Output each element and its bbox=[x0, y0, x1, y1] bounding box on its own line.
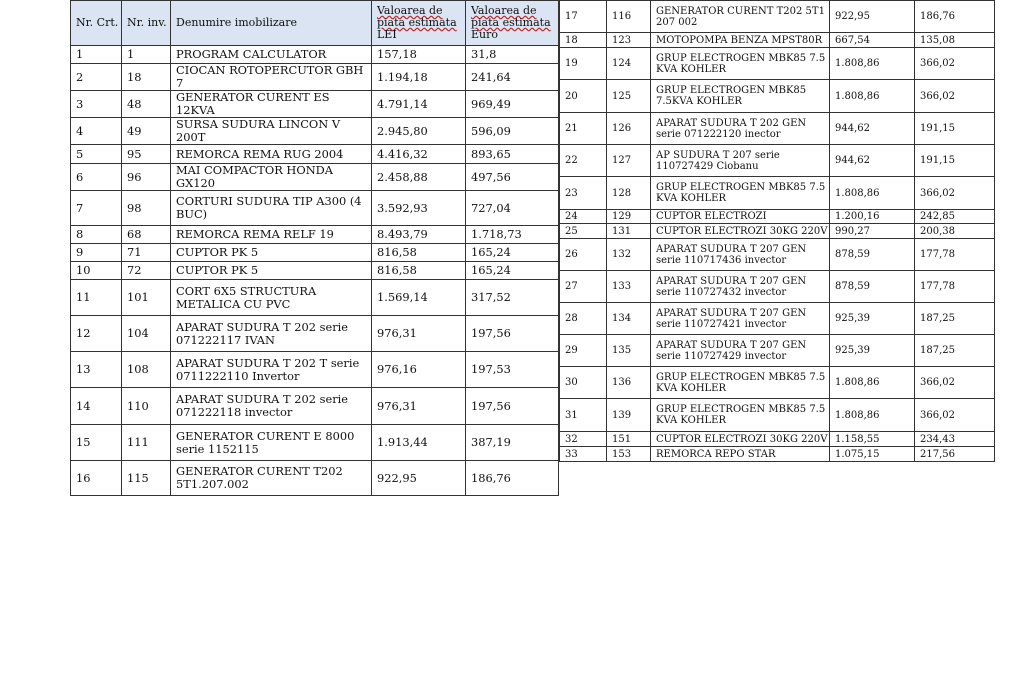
cell-valoare-lei: 878,59 bbox=[830, 271, 915, 303]
cell-nr-inv: 128 bbox=[607, 177, 651, 210]
cell-denumire: CUPTOR ELECTROZI 30KG 220V bbox=[651, 432, 830, 447]
cell-nr-crt: 25 bbox=[560, 224, 607, 239]
cell-valoare-euro: 177,78 bbox=[915, 239, 995, 271]
table-row bbox=[560, 224, 995, 239]
cell-valoare-lei: 2.945,80 bbox=[372, 118, 466, 145]
cell-valoare-lei: 878,59 bbox=[830, 239, 915, 271]
cell-nr-inv: 1 bbox=[122, 46, 171, 64]
cell-denumire: APARAT SUDURA T 207 GEN serie 110717436 invector bbox=[651, 239, 830, 271]
cell-valoare-lei: 990,27 bbox=[830, 224, 915, 239]
cell-nr-inv: 95 bbox=[122, 145, 171, 164]
cell-nr-inv: 49 bbox=[122, 118, 171, 145]
cell-valoare-lei: 944,62 bbox=[830, 145, 915, 177]
cell-denumire: GENERATOR CURENT ES 12KVA bbox=[171, 91, 372, 118]
cell-valoare-lei: 1.808,86 bbox=[830, 399, 915, 432]
cell-denumire: APARAT SUDURA T 207 GEN serie 110727432 invector bbox=[651, 271, 830, 303]
cell-valoare-lei: 4.416,32 bbox=[372, 145, 466, 164]
header-valoare-lei-unit: LEI bbox=[377, 28, 397, 41]
cell-nr-inv: 126 bbox=[607, 113, 651, 145]
table-row bbox=[560, 432, 995, 447]
cell-nr-inv: 134 bbox=[607, 303, 651, 335]
cell-denumire: APARAT SUDURA T 207 GEN serie 110727429 invector bbox=[651, 335, 830, 367]
cell-nr-inv: 101 bbox=[122, 280, 171, 316]
table-row bbox=[71, 64, 559, 91]
cell-nr-crt: 14 bbox=[71, 388, 122, 425]
table-row bbox=[71, 46, 559, 64]
table-row bbox=[71, 244, 559, 262]
header-valoare-lei-main: Valoarea de piata estimata bbox=[377, 4, 457, 29]
cell-nr-crt: 19 bbox=[560, 48, 607, 80]
cell-nr-inv: 48 bbox=[122, 91, 171, 118]
table-row bbox=[560, 48, 995, 80]
table-row bbox=[71, 262, 559, 280]
cell-nr-crt: 1 bbox=[71, 46, 122, 64]
cell-valoare-euro: 165,24 bbox=[466, 262, 559, 280]
table-row bbox=[71, 388, 559, 425]
table-row bbox=[71, 91, 559, 118]
cell-valoare-lei: 922,95 bbox=[372, 461, 466, 496]
cell-denumire: GRUP ELECTROGEN MBK85 7.5 KVA KOHLER bbox=[651, 399, 830, 432]
cell-valoare-euro: 366,02 bbox=[915, 80, 995, 113]
cell-nr-crt: 7 bbox=[71, 191, 122, 226]
cell-valoare-lei: 1.808,86 bbox=[830, 80, 915, 113]
table-row bbox=[560, 335, 995, 367]
cell-valoare-euro: 1.718,73 bbox=[466, 226, 559, 244]
cell-valoare-lei: 1.200,16 bbox=[830, 210, 915, 224]
cell-valoare-lei: 816,58 bbox=[372, 262, 466, 280]
cell-valoare-lei: 1.569,14 bbox=[372, 280, 466, 316]
cell-nr-crt: 15 bbox=[71, 425, 122, 461]
header-valoare-euro-main: Valoarea de piata estimata bbox=[471, 4, 551, 29]
cell-valoare-euro: 197,56 bbox=[466, 316, 559, 352]
cell-nr-crt: 20 bbox=[560, 80, 607, 113]
cell-nr-crt: 10 bbox=[71, 262, 122, 280]
header-denumire: Denumire imobilizare bbox=[171, 1, 372, 46]
table-row bbox=[71, 425, 559, 461]
cell-nr-crt: 30 bbox=[560, 367, 607, 399]
table-row bbox=[71, 280, 559, 316]
table-row bbox=[71, 145, 559, 164]
cell-nr-crt: 16 bbox=[71, 461, 122, 496]
cell-nr-inv: 132 bbox=[607, 239, 651, 271]
cell-valoare-euro: 177,78 bbox=[915, 271, 995, 303]
cell-valoare-euro: 893,65 bbox=[466, 145, 559, 164]
cell-denumire: REMORCA REPO STAR bbox=[651, 447, 830, 462]
header-nr-inv: Nr. inv. bbox=[122, 1, 171, 46]
cell-valoare-euro: 187,25 bbox=[915, 335, 995, 367]
cell-valoare-euro: 497,56 bbox=[466, 164, 559, 191]
cell-nr-crt: 12 bbox=[71, 316, 122, 352]
table-row bbox=[560, 399, 995, 432]
table-row bbox=[560, 33, 995, 48]
cell-valoare-euro: 366,02 bbox=[915, 399, 995, 432]
cell-nr-inv: 116 bbox=[607, 1, 651, 33]
cell-nr-inv: 98 bbox=[122, 191, 171, 226]
header-nr-crt: Nr. Crt. bbox=[71, 1, 122, 46]
table-row bbox=[560, 447, 995, 462]
cell-nr-crt: 23 bbox=[560, 177, 607, 210]
cell-valoare-euro: 191,15 bbox=[915, 145, 995, 177]
cell-denumire: CUPTOR PK 5 bbox=[171, 244, 372, 262]
cell-valoare-euro: 727,04 bbox=[466, 191, 559, 226]
cell-valoare-euro: 969,49 bbox=[466, 91, 559, 118]
cell-nr-inv: 139 bbox=[607, 399, 651, 432]
cell-denumire: CUPTOR ELECTROZI bbox=[651, 210, 830, 224]
table-row bbox=[560, 1, 995, 33]
table-row bbox=[71, 461, 559, 496]
table-header-row bbox=[71, 1, 559, 46]
cell-nr-crt: 11 bbox=[71, 280, 122, 316]
cell-denumire: GENERATOR CURENT T202 5T1 207 002 bbox=[651, 1, 830, 33]
cell-valoare-euro: 197,53 bbox=[466, 352, 559, 388]
cell-denumire: APARAT SUDURA T 202 serie 071222118 invector bbox=[171, 388, 372, 425]
cell-denumire: REMORCA REMA RUG 2004 bbox=[171, 145, 372, 164]
cell-nr-inv: 108 bbox=[122, 352, 171, 388]
cell-denumire: CUPTOR ELECTROZI 30KG 220V bbox=[651, 224, 830, 239]
cell-valoare-lei: 1.913,44 bbox=[372, 425, 466, 461]
table-row bbox=[71, 352, 559, 388]
cell-nr-inv: 124 bbox=[607, 48, 651, 80]
cell-nr-inv: 110 bbox=[122, 388, 171, 425]
table-row bbox=[71, 118, 559, 145]
cell-denumire: GRUP ELECTROGEN MBK85 7.5 KVA KOHLER bbox=[651, 48, 830, 80]
cell-valoare-lei: 976,31 bbox=[372, 388, 466, 425]
cell-valoare-lei: 816,58 bbox=[372, 244, 466, 262]
cell-nr-inv: 151 bbox=[607, 432, 651, 447]
cell-nr-crt: 26 bbox=[560, 239, 607, 271]
cell-nr-inv: 104 bbox=[122, 316, 171, 352]
cell-nr-inv: 133 bbox=[607, 271, 651, 303]
cell-valoare-euro: 217,56 bbox=[915, 447, 995, 462]
cell-nr-crt: 17 bbox=[560, 1, 607, 33]
cell-nr-crt: 2 bbox=[71, 64, 122, 91]
cell-valoare-lei: 1.808,86 bbox=[830, 48, 915, 80]
cell-nr-crt: 3 bbox=[71, 91, 122, 118]
cell-nr-inv: 125 bbox=[607, 80, 651, 113]
cell-valoare-euro: 200,38 bbox=[915, 224, 995, 239]
cell-valoare-euro: 186,76 bbox=[466, 461, 559, 496]
cell-valoare-euro: 366,02 bbox=[915, 48, 995, 80]
cell-nr-inv: 72 bbox=[122, 262, 171, 280]
cell-nr-inv: 127 bbox=[607, 145, 651, 177]
cell-valoare-euro: 186,76 bbox=[915, 1, 995, 33]
cell-valoare-euro: 366,02 bbox=[915, 367, 995, 399]
cell-denumire: GRUP ELECTROGEN MBK85 7.5 KVA KOHLER bbox=[651, 367, 830, 399]
cell-valoare-euro: 191,15 bbox=[915, 113, 995, 145]
cell-valoare-euro: 31,8 bbox=[466, 46, 559, 64]
cell-denumire: SURSA SUDURA LINCON V 200T bbox=[171, 118, 372, 145]
cell-denumire: GENERATOR CURENT T202 5T1.207.002 bbox=[171, 461, 372, 496]
cell-denumire: GRUP ELECTROGEN MBK85 7.5KVA KOHLER bbox=[651, 80, 830, 113]
cell-nr-crt: 24 bbox=[560, 210, 607, 224]
table-row bbox=[560, 303, 995, 335]
cell-nr-inv: 129 bbox=[607, 210, 651, 224]
table-row bbox=[71, 164, 559, 191]
cell-nr-inv: 68 bbox=[122, 226, 171, 244]
cell-denumire: CORT 6X5 STRUCTURA METALICA CU PVC bbox=[171, 280, 372, 316]
cell-valoare-lei: 944,62 bbox=[830, 113, 915, 145]
cell-nr-crt: 33 bbox=[560, 447, 607, 462]
cell-denumire: AP SUDURA T 207 serie 110727429 Ciobanu bbox=[651, 145, 830, 177]
cell-nr-crt: 29 bbox=[560, 335, 607, 367]
cell-denumire: CIOCAN ROTOPERCUTOR GBH 7 bbox=[171, 64, 372, 91]
table-row bbox=[560, 210, 995, 224]
cell-valoare-euro: 241,64 bbox=[466, 64, 559, 91]
header-valoare-euro-unit: Euro bbox=[471, 28, 498, 41]
cell-nr-crt: 21 bbox=[560, 113, 607, 145]
cell-nr-crt: 22 bbox=[560, 145, 607, 177]
cell-valoare-euro: 135,08 bbox=[915, 33, 995, 48]
cell-denumire: APARAT SUDURA T 207 GEN serie 110727421 invector bbox=[651, 303, 830, 335]
table-row bbox=[560, 177, 995, 210]
table-row bbox=[71, 226, 559, 244]
cell-valoare-lei: 1.808,86 bbox=[830, 367, 915, 399]
cell-nr-inv: 96 bbox=[122, 164, 171, 191]
cell-valoare-lei: 4.791,14 bbox=[372, 91, 466, 118]
inventory-table-left bbox=[70, 0, 559, 496]
cell-nr-crt: 31 bbox=[560, 399, 607, 432]
cell-denumire: PROGRAM CALCULATOR bbox=[171, 46, 372, 64]
cell-valoare-lei: 925,39 bbox=[830, 303, 915, 335]
cell-valoare-euro: 234,43 bbox=[915, 432, 995, 447]
cell-valoare-euro: 366,02 bbox=[915, 177, 995, 210]
cell-valoare-lei: 925,39 bbox=[830, 335, 915, 367]
cell-nr-crt: 18 bbox=[560, 33, 607, 48]
cell-nr-inv: 111 bbox=[122, 425, 171, 461]
cell-denumire: CORTURI SUDURA TIP A300 (4 BUC) bbox=[171, 191, 372, 226]
cell-nr-inv: 153 bbox=[607, 447, 651, 462]
table-row bbox=[560, 367, 995, 399]
cell-denumire: CUPTOR PK 5 bbox=[171, 262, 372, 280]
cell-valoare-lei: 157,18 bbox=[372, 46, 466, 64]
cell-nr-inv: 71 bbox=[122, 244, 171, 262]
table-row bbox=[560, 145, 995, 177]
cell-valoare-euro: 165,24 bbox=[466, 244, 559, 262]
cell-nr-crt: 28 bbox=[560, 303, 607, 335]
cell-nr-crt: 32 bbox=[560, 432, 607, 447]
cell-nr-inv: 123 bbox=[607, 33, 651, 48]
cell-denumire: APARAT SUDURA T 202 serie 071222117 IVAN bbox=[171, 316, 372, 352]
cell-valoare-lei: 976,31 bbox=[372, 316, 466, 352]
cell-denumire: GRUP ELECTROGEN MBK85 7.5 KVA KOHLER bbox=[651, 177, 830, 210]
table-row bbox=[560, 113, 995, 145]
table-row bbox=[560, 239, 995, 271]
cell-nr-crt: 9 bbox=[71, 244, 122, 262]
table-row bbox=[71, 316, 559, 352]
cell-valoare-lei: 3.592,93 bbox=[372, 191, 466, 226]
cell-valoare-lei: 1.808,86 bbox=[830, 177, 915, 210]
cell-valoare-lei: 922,95 bbox=[830, 1, 915, 33]
cell-nr-inv: 18 bbox=[122, 64, 171, 91]
cell-nr-inv: 136 bbox=[607, 367, 651, 399]
cell-valoare-lei: 1.194,18 bbox=[372, 64, 466, 91]
cell-valoare-lei: 667,54 bbox=[830, 33, 915, 48]
cell-nr-crt: 4 bbox=[71, 118, 122, 145]
cell-denumire: APARAT SUDURA T 202 T serie 0711222110 Invertor bbox=[171, 352, 372, 388]
cell-valoare-lei: 976,16 bbox=[372, 352, 466, 388]
inventory-table-right bbox=[559, 0, 995, 462]
cell-valoare-euro: 387,19 bbox=[466, 425, 559, 461]
cell-valoare-euro: 596,09 bbox=[466, 118, 559, 145]
cell-valoare-euro: 187,25 bbox=[915, 303, 995, 335]
cell-valoare-euro: 317,52 bbox=[466, 280, 559, 316]
cell-nr-crt: 13 bbox=[71, 352, 122, 388]
cell-valoare-euro: 197,56 bbox=[466, 388, 559, 425]
cell-denumire: REMORCA REMA RELF 19 bbox=[171, 226, 372, 244]
table-row bbox=[560, 80, 995, 113]
cell-valoare-euro: 242,85 bbox=[915, 210, 995, 224]
cell-nr-inv: 115 bbox=[122, 461, 171, 496]
cell-denumire: APARAT SUDURA T 202 GEN serie 071222120 inector bbox=[651, 113, 830, 145]
table-row bbox=[71, 191, 559, 226]
cell-valoare-lei: 1.075,15 bbox=[830, 447, 915, 462]
cell-denumire: GENERATOR CURENT E 8000 serie 1152115 bbox=[171, 425, 372, 461]
table-row bbox=[560, 271, 995, 303]
cell-nr-crt: 5 bbox=[71, 145, 122, 164]
header-valoare-euro bbox=[466, 1, 559, 46]
cell-nr-inv: 135 bbox=[607, 335, 651, 367]
cell-nr-inv: 131 bbox=[607, 224, 651, 239]
cell-nr-crt: 27 bbox=[560, 271, 607, 303]
cell-valoare-lei: 8.493,79 bbox=[372, 226, 466, 244]
cell-nr-crt: 8 bbox=[71, 226, 122, 244]
cell-denumire: MAI COMPACTOR HONDA GX120 bbox=[171, 164, 372, 191]
header-valoare-lei bbox=[372, 1, 466, 46]
cell-denumire: MOTOPOMPA BENZA MPST80R bbox=[651, 33, 830, 48]
cell-valoare-lei: 1.158,55 bbox=[830, 432, 915, 447]
cell-valoare-lei: 2.458,88 bbox=[372, 164, 466, 191]
cell-nr-crt: 6 bbox=[71, 164, 122, 191]
